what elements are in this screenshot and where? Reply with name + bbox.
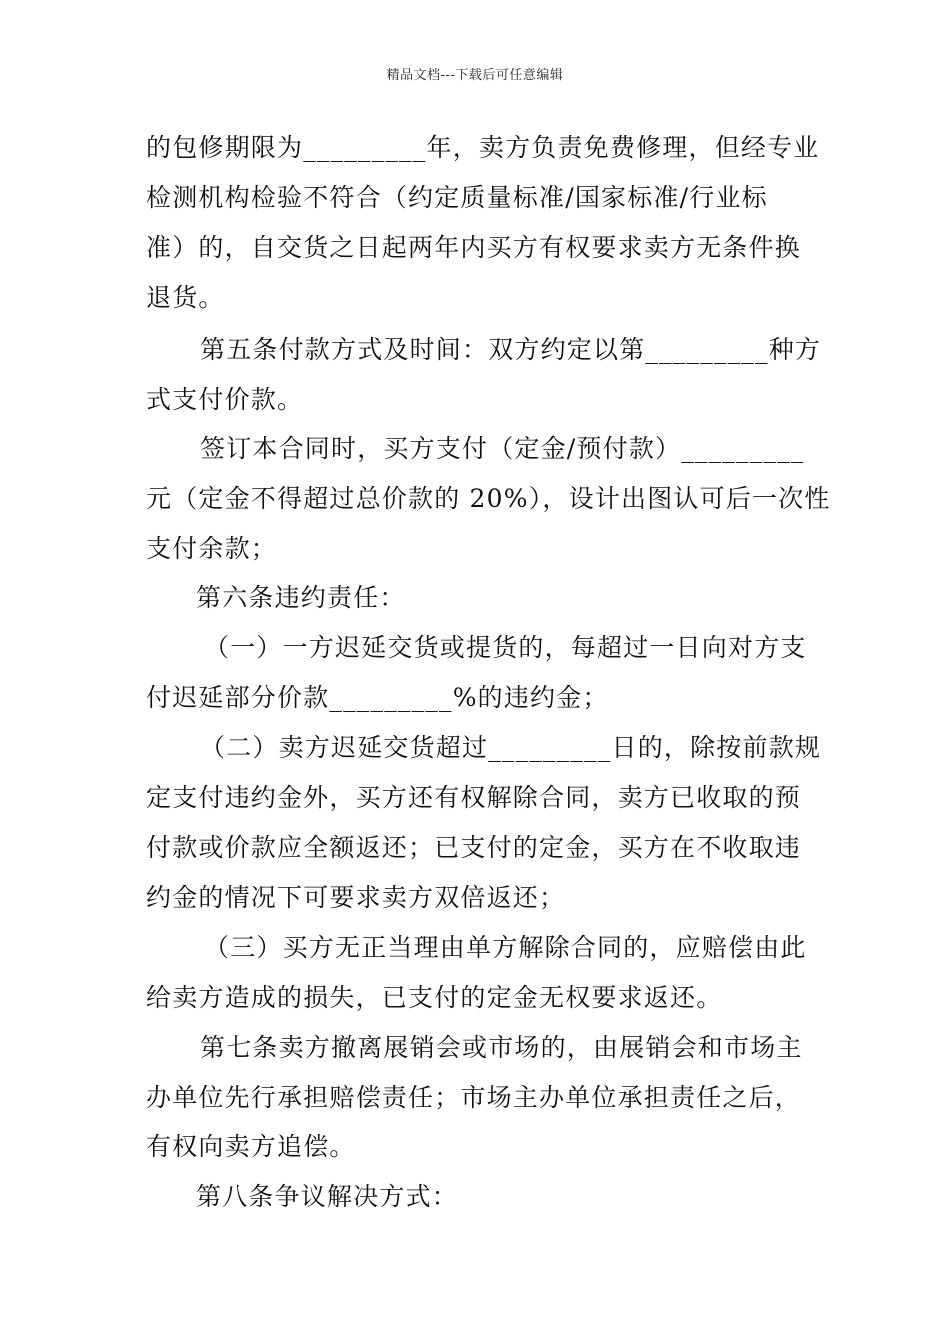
- body-line: （二）卖方迟延交货超过_________日的，除按前款规: [200, 733, 822, 762]
- body-line: 付迟延部分价款_________%的违约金；: [146, 683, 609, 712]
- body-line: 退货。: [146, 283, 225, 312]
- body-line: 定支付违约金外，买方还有权解除合同，卖方已收取的预: [146, 783, 802, 812]
- body-line: （三）买方无正当理由单方解除合同的，应赔偿由此: [204, 933, 807, 962]
- body-line: 第七条卖方撤离展销会或市场的，由展销会和市场主: [200, 1033, 803, 1062]
- body-line: 式支付价款。: [146, 385, 304, 414]
- body-line: 准）的，自交货之日起两年内买方有权要求卖方无条件换: [146, 233, 802, 262]
- page-header: 精品文档---下载后可任意编辑: [386, 68, 564, 83]
- body-line: 第五条付款方式及时间：双方约定以第_________种方: [200, 335, 822, 364]
- body-line: 元（定金不得超过总价款的 20%），设计出图认可后一次性: [146, 484, 831, 513]
- body-line: 第八条争议解决方式：: [196, 1182, 459, 1211]
- body-line: 签订本合同时，买方支付（定金/预付款）_________: [200, 434, 805, 463]
- body-line: 第六条违约责任：: [196, 583, 406, 612]
- body-line: 的包修期限为_________年，卖方负责免费修理，但经专业: [146, 133, 820, 162]
- body-line: 办单位先行承担赔偿责任；市场主办单位承担责任之后，: [146, 1083, 802, 1112]
- body-line: 给卖方造成的损失，已支付的定金无权要求返还。: [146, 983, 723, 1012]
- body-line: （一）一方迟延交货或提货的，每超过一日向对方支: [204, 633, 807, 662]
- body-line: 付款或价款应全额返还；已支付的定金，买方在不收取违: [146, 833, 802, 862]
- body-line: 支付余款；: [146, 534, 278, 563]
- body-line: 约金的情况下可要求卖方双倍返还；: [146, 883, 566, 912]
- body-line: 有权向卖方追偿。: [146, 1132, 356, 1161]
- body-line: 检测机构检验不符合（约定质量标准/国家标准/行业标: [146, 183, 768, 212]
